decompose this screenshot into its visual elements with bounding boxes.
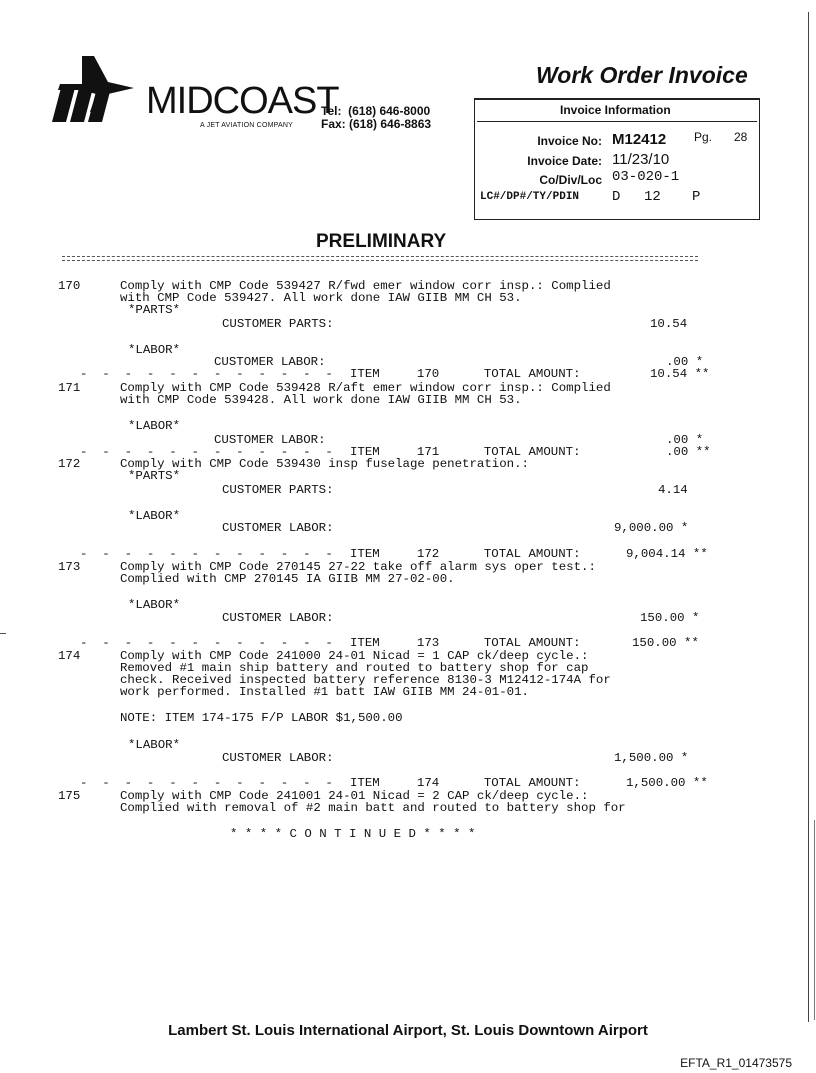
lc-num-value: 12 (644, 189, 661, 205)
lc-label: LC#/DP#/TY/PDIN (480, 191, 580, 203)
item-number: 170 (58, 279, 81, 293)
lc-d-value: D (612, 189, 621, 205)
customer-parts-amount: 4.14 (658, 483, 688, 497)
lc-p-value: P (692, 189, 701, 205)
labor-heading: *LABOR* (128, 509, 181, 523)
document-id: EFTA_R1_01473575 (680, 1056, 792, 1070)
labor-heading: *LABOR* (128, 598, 181, 612)
item-description: Comply with CMP Code 539428 R/aft emer window corr insp.: Complied (120, 381, 611, 395)
customer-labor-label: CUSTOMER LABOR: (214, 433, 326, 447)
item-description: work performed. Installed #1 batt IAW GIIB MM 24-01-01. (120, 685, 529, 699)
customer-parts-amount: 10.54 (650, 317, 688, 331)
item-total-amount: 10.54 ** (650, 367, 710, 381)
invoice-no-label: Invoice No: (537, 134, 602, 148)
parts-heading: *PARTS* (128, 469, 181, 483)
scan-edge-line (814, 820, 815, 1020)
continued-marker: * * * * C O N T I N U E D * * * * (230, 827, 476, 841)
invoice-date-value: 11/23/10 (612, 151, 670, 168)
item-number: 175 (58, 789, 81, 803)
item-description: with CMP Code 539427. All work done IAW GIIB MM CH 53. (120, 291, 522, 305)
contact-phones (321, 105, 431, 131)
item-total-amount: .00 ** (666, 445, 711, 459)
invoice-info-divider (477, 121, 757, 122)
item-description: Comply with CMP Code 270145 27-22 take off alarm sys oper test.: (120, 560, 596, 574)
invoice-info-heading (474, 98, 760, 120)
header-rule (62, 256, 698, 261)
customer-labor-label: CUSTOMER LABOR: (222, 751, 334, 765)
item-total-label: ITEM 174 TOTAL AMOUNT: (350, 776, 581, 790)
separator-dashes: - - - - - - - - - - - - (80, 547, 333, 561)
scan-edge-line (808, 12, 809, 1022)
scan-edge-tick (0, 633, 6, 634)
parts-heading: *PARTS* (128, 303, 181, 317)
brand-tagline: A JET AVIATION COMPANY (200, 122, 293, 129)
item-description: Comply with CMP Code 241001 24-01 Nicad = 2 CAP ck/deep cycle.: (120, 789, 589, 803)
customer-labor-amount: 9,000.00 * (614, 521, 689, 535)
customer-parts-label: CUSTOMER PARTS: (222, 483, 334, 497)
item-description: Comply with CMP Code 539427 R/fwd emer window corr insp.: Complied (120, 279, 611, 293)
customer-labor-amount: 1,500.00 * (614, 751, 689, 765)
separator-dashes: - - - - - - - - - - - - (80, 776, 333, 790)
invoice-date-label: Invoice Date: (527, 154, 602, 168)
footer-locations: Lambert St. Louis International Airport, St. Louis Downtown Airport (168, 1022, 648, 1039)
item-total-amount: 150.00 ** (632, 636, 699, 650)
codivloc-label: Co/Div/Loc (539, 173, 602, 187)
customer-labor-amount: .00 * (666, 355, 704, 369)
separator-dashes: - - - - - - - - - - - - (80, 367, 333, 381)
invoice-info-heading-text: Invoice Information (560, 103, 671, 117)
item-total-label: ITEM 171 TOTAL AMOUNT: (350, 445, 581, 459)
customer-labor-label: CUSTOMER LABOR: (222, 611, 334, 625)
page-label: Pg. (694, 130, 713, 144)
item-description: Comply with CMP Code 539430 insp fuselage penetration.: (120, 457, 529, 471)
codivloc-value: 03-020-1 (612, 169, 680, 185)
item-description: Comply with CMP Code 241000 24-01 Nicad = 1 CAP ck/deep cycle.: (120, 649, 589, 663)
separator-dashes: - - - - - - - - - - - - (80, 636, 333, 650)
midcoast-logo-icon (52, 56, 136, 128)
item-note: NOTE: ITEM 174-175 F/P LABOR $1,500.00 (120, 711, 403, 725)
item-number: 172 (58, 457, 81, 471)
document-title: Work Order Invoice (536, 62, 748, 88)
customer-labor-label: CUSTOMER LABOR: (222, 521, 334, 535)
separator-dashes: - - - - - - - - - - - - (80, 445, 333, 459)
item-number: 171 (58, 381, 81, 395)
item-total-amount: 9,004.14 ** (626, 547, 708, 561)
item-description: Complied with CMP 270145 IA GIIB MM 27-02-00. (120, 572, 455, 586)
item-total-amount: 1,500.00 ** (626, 776, 708, 790)
item-total-label: ITEM 173 TOTAL AMOUNT: (350, 636, 581, 650)
fax-number: Fax: (618) 646-8863 (321, 117, 432, 131)
labor-heading: *LABOR* (128, 738, 181, 752)
item-description: Complied with removal of #2 main batt and routed to battery shop for (120, 801, 626, 815)
item-total-label: ITEM 172 TOTAL AMOUNT: (350, 547, 581, 561)
page-number: 28 (734, 130, 748, 144)
labor-heading: *LABOR* (128, 419, 181, 433)
customer-labor-amount: .00 * (666, 433, 704, 447)
item-description: Removed #1 main ship battery and routed to battery shop for cap (120, 661, 589, 675)
item-number: 173 (58, 560, 81, 574)
customer-labor-amount: 150.00 * (640, 611, 700, 625)
item-number: 174 (58, 649, 81, 663)
brand-name: MIDCOAST (146, 80, 339, 122)
invoice-no-value: M12412 (612, 131, 667, 148)
tel-number: Tel: (618) 646-8000 (321, 104, 431, 118)
customer-labor-label: CUSTOMER LABOR: (214, 355, 326, 369)
status-heading: PRELIMINARY (316, 231, 447, 252)
customer-parts-label: CUSTOMER PARTS: (222, 317, 334, 331)
item-total-label: ITEM 170 TOTAL AMOUNT: (350, 367, 581, 381)
item-description: with CMP Code 539428. All work done IAW GIIB MM CH 53. (120, 393, 522, 407)
item-description: check. Received inspected battery reference 8130-3 M12412-174A for (120, 673, 611, 687)
labor-heading: *LABOR* (128, 343, 181, 357)
